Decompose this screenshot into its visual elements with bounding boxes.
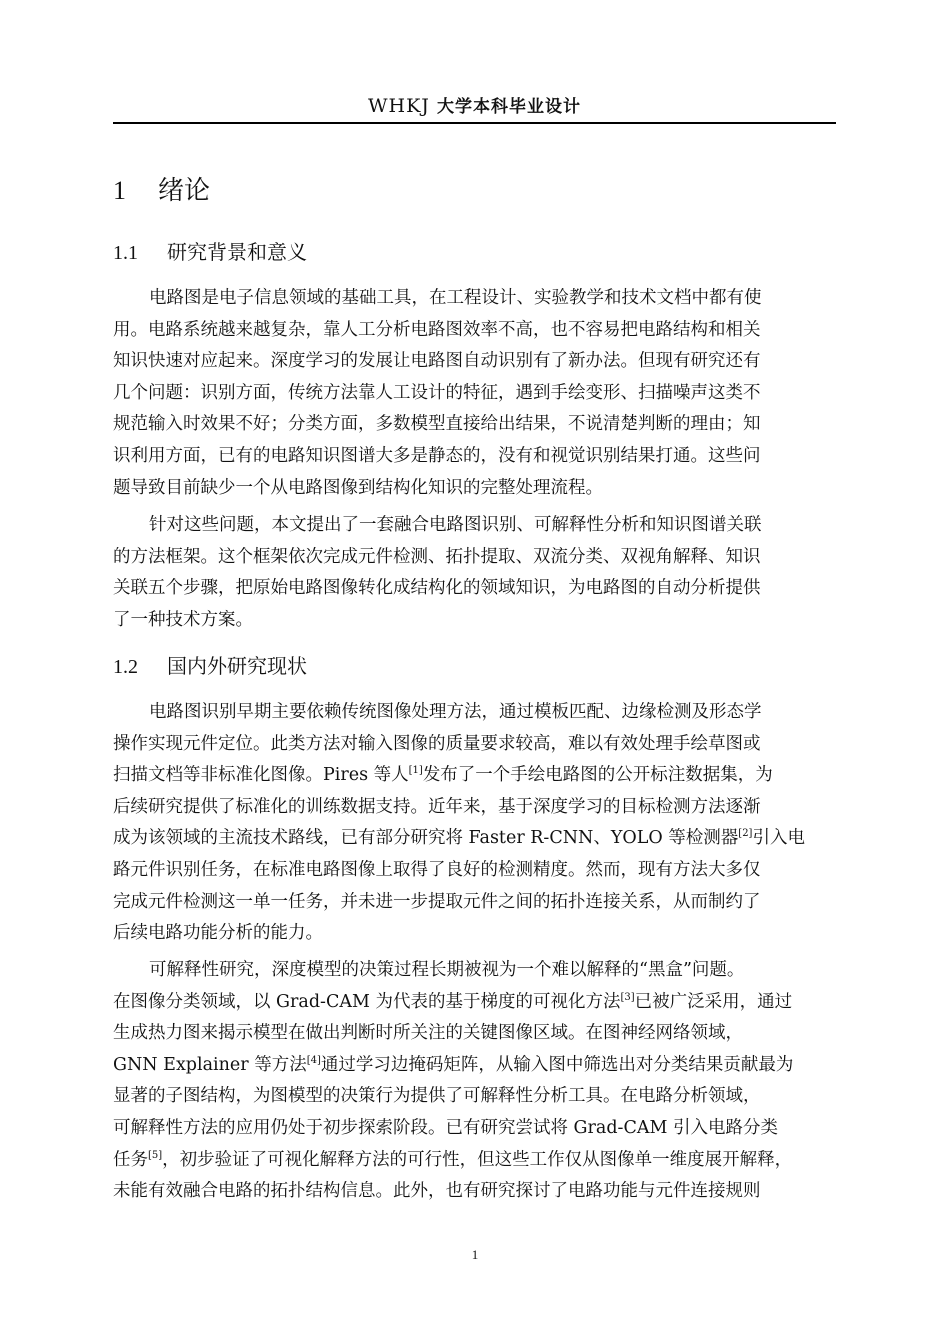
- text-line: 了一种技术方案。: [113, 609, 253, 630]
- text-line: [113, 1050, 838, 1082]
- section-heading-1-1: [113, 238, 307, 267]
- text-line: 针对这些问题，本文提出了一套融合电路图识别、可解释性分析和知识图谱关联: [149, 515, 762, 535]
- text-line: 电路图是电子信息领域的基础工具，在工程设计、实验教学和技术文档中都有使: [149, 288, 762, 308]
- text-span: 发布了一个手绘电路图的公开标注数据集，为: [422, 765, 773, 786]
- text-line: 操作实现元件定位。此类方法对输入图像的质量要求较高，难以有效处理手绘草图或: [113, 733, 761, 754]
- text-line: [113, 760, 838, 792]
- text-line: 可解释性方法的应用仍处于初步探索阶段。已有研究尝试将 Grad-CAM 引入电路分类: [113, 1117, 778, 1138]
- text-line: 电路图识别早期主要依赖传统图像处理方法，通过模板匹配、边缘检测及形态学: [149, 702, 762, 722]
- text-span: 成为该领域的主流技术路线，已有部分研究将 Faster R-CNN、YOLO 等检测器: [113, 828, 739, 849]
- text-span: 引入电: [752, 828, 805, 849]
- paragraph-status-2: [113, 955, 838, 1208]
- header-title: [113, 92, 836, 121]
- section-title: 研究背景和意义: [167, 240, 307, 264]
- paragraph-background-2: [113, 510, 838, 636]
- citation-ref[interactable]: [4]: [306, 1054, 321, 1066]
- text-line: [113, 823, 838, 855]
- paragraph-status-1: [113, 697, 838, 950]
- text-span: 已被广泛采用，通过: [634, 991, 793, 1012]
- section-heading-1-2: [113, 652, 307, 681]
- chapter-title: 绪论: [158, 176, 211, 206]
- text-line: 可解释性研究，深度模型的决策过程长期被视为一个难以解释的“黑盒”问题。: [149, 960, 745, 980]
- text-line: 后续电路功能分析的能力。: [113, 923, 323, 944]
- text-span: ，初步验证了可视化解释方法的可行性，但这些工作仅从图像单一维度展开解释，: [162, 1149, 793, 1170]
- text-line: 生成热力图来揭示模型在做出判断时所关注的关键图像区域。在图神经网络领域，: [113, 1023, 743, 1044]
- page-number: 1: [471, 1247, 479, 1262]
- text-line: 完成元件检测这一单一任务，并未进一步提取元件之间的拓扑连接关系，从而制约了: [113, 891, 761, 912]
- section-number: 1.2: [113, 656, 138, 678]
- header-prefix: WHKJ: [368, 95, 430, 117]
- text-line: 知识快速对应起来。深度学习的发展让电路图自动识别有了新办法。但现有研究还有: [113, 351, 761, 372]
- text-line: 路元件识别任务，在标准电路图像上取得了良好的检测精度。然而，现有方法大多仅: [113, 859, 761, 880]
- text-span: GNN Explainer 等方法: [113, 1054, 307, 1075]
- citation-ref[interactable]: [1]: [408, 765, 423, 777]
- text-line: [113, 1145, 838, 1177]
- citation-ref[interactable]: [3]: [620, 991, 635, 1003]
- header-title-text: 大学本科毕业设计: [436, 97, 581, 117]
- chapter-number: 1: [113, 176, 126, 205]
- text-span: 扫描文档等非标准化图像。Pires 等人: [113, 765, 409, 786]
- text-line: 显著的子图结构，为图模型的决策行为提供了可解释性分析工具。在电路分析领域，: [113, 1086, 761, 1107]
- text-line: 的方法框架。这个框架依次完成元件检测、拓扑提取、双流分类、双视角解释、知识: [113, 546, 761, 567]
- text-line: 关联五个步骤，把原始电路图像转化成结构化的领域知识，为电路图的自动分析提供: [113, 578, 761, 599]
- paragraph-background-1: [113, 283, 838, 504]
- text-line: 题导致目前缺少一个从电路图像到结构化知识的完整处理流程。: [113, 477, 603, 498]
- text-line: [113, 987, 838, 1019]
- text-span: 任务: [113, 1149, 148, 1170]
- text-line: 识利用方面，已有的电路知识图谱大多是静态的，没有和视觉识别结果打通。这些问: [113, 445, 761, 466]
- section-number: 1.1: [113, 242, 138, 264]
- section-title: 国内外研究现状: [167, 654, 307, 678]
- text-line: 几个问题：识别方面，传统方法靠人工设计的特征，遇到手绘变形、扫描噪声这类不: [113, 382, 761, 403]
- chapter-heading: [113, 174, 210, 208]
- page-header: [113, 92, 836, 124]
- citation-ref[interactable]: [5]: [148, 1149, 163, 1161]
- text-line: 后续研究提供了标准化的训练数据支持。近年来，基于深度学习的目标检测方法逐渐: [113, 796, 761, 817]
- text-line: 规范输入时效果不好；分类方面，多数模型直接给出结果，不说清楚判断的理由；知: [113, 414, 761, 435]
- text-line: 用。电路系统越来越复杂，靠人工分析电路图效率不高，也不容易把电路结构和相关: [113, 319, 761, 340]
- text-span: 在图像分类领域，以 Grad-CAM 为代表的基于梯度的可视化方法: [113, 991, 621, 1012]
- text-span: 通过学习边掩码矩阵，从输入图中筛选出对分类结果贡献最为: [320, 1054, 794, 1075]
- citation-ref[interactable]: [2]: [738, 828, 753, 840]
- text-line: 未能有效融合电路的拓扑结构信息。此外，也有研究探讨了电路功能与元件连接规则: [113, 1181, 761, 1202]
